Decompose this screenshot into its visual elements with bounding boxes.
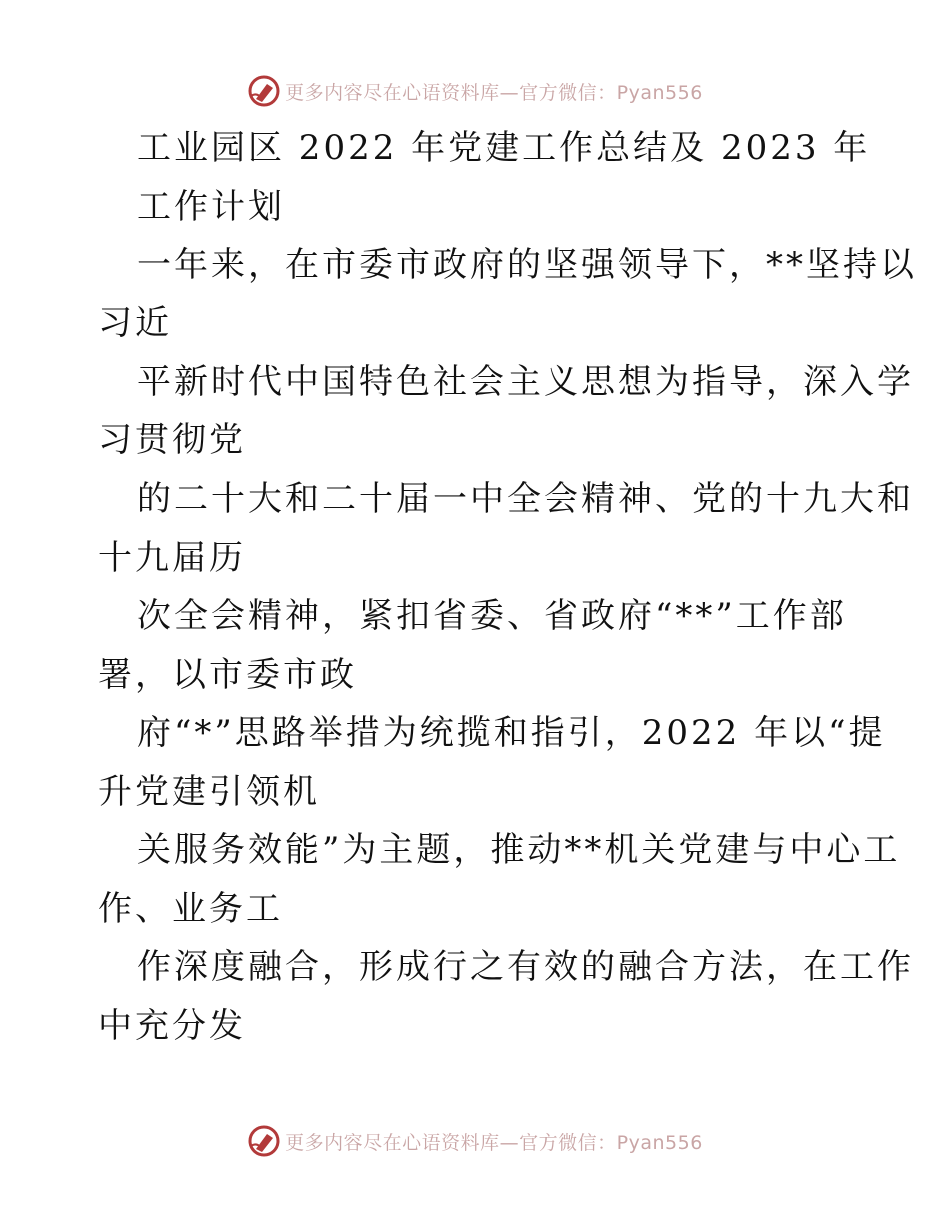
paragraph-line: 习贯彻党 xyxy=(98,420,246,460)
paragraph-line: 关服务效能”为主题，推动**机关党建与中心工 xyxy=(137,830,901,870)
header-banner xyxy=(0,71,950,111)
footer-banner xyxy=(0,1121,950,1161)
pen-nib-logo-icon xyxy=(247,74,281,108)
paragraph-line: 习近 xyxy=(98,303,172,343)
paragraph-line: 一年来，在市委市政府的坚强领导下，**坚持以 xyxy=(137,245,917,285)
paragraph-line: 府“*”思路举措为统揽和指引，2022 年以“提 xyxy=(137,713,886,753)
paragraph-line: 平新时代中国特色社会主义思想为指导，深入学 xyxy=(137,362,914,402)
paragraph-line: 中充分发 xyxy=(98,1006,246,1046)
pen-nib-logo-icon xyxy=(247,1124,281,1158)
document-title-line-2: 工作计划 xyxy=(137,187,285,227)
paragraph-line: 次全会精神，紧扣省委、省政府“**”工作部 xyxy=(137,596,847,636)
footer-banner-text: 更多内容尽在心语资料库—官方微信：Pyan556 xyxy=(285,1131,703,1154)
paragraph-line: 作、业务工 xyxy=(98,889,283,929)
paragraph-line: 的二十大和二十届一中全会精神、党的十九大和 xyxy=(137,479,914,519)
paragraph-line: 署，以市委市政 xyxy=(98,655,357,695)
header-banner-text: 更多内容尽在心语资料库—官方微信：Pyan556 xyxy=(285,81,703,104)
paragraph-line: 作深度融合，形成行之有效的融合方法，在工作 xyxy=(137,947,914,987)
paragraph-line: 升党建引领机 xyxy=(98,772,320,812)
paragraph-line: 十九届历 xyxy=(98,538,246,578)
document-title-line-1: 工业园区 2022 年党建工作总结及 2023 年 xyxy=(137,128,871,168)
